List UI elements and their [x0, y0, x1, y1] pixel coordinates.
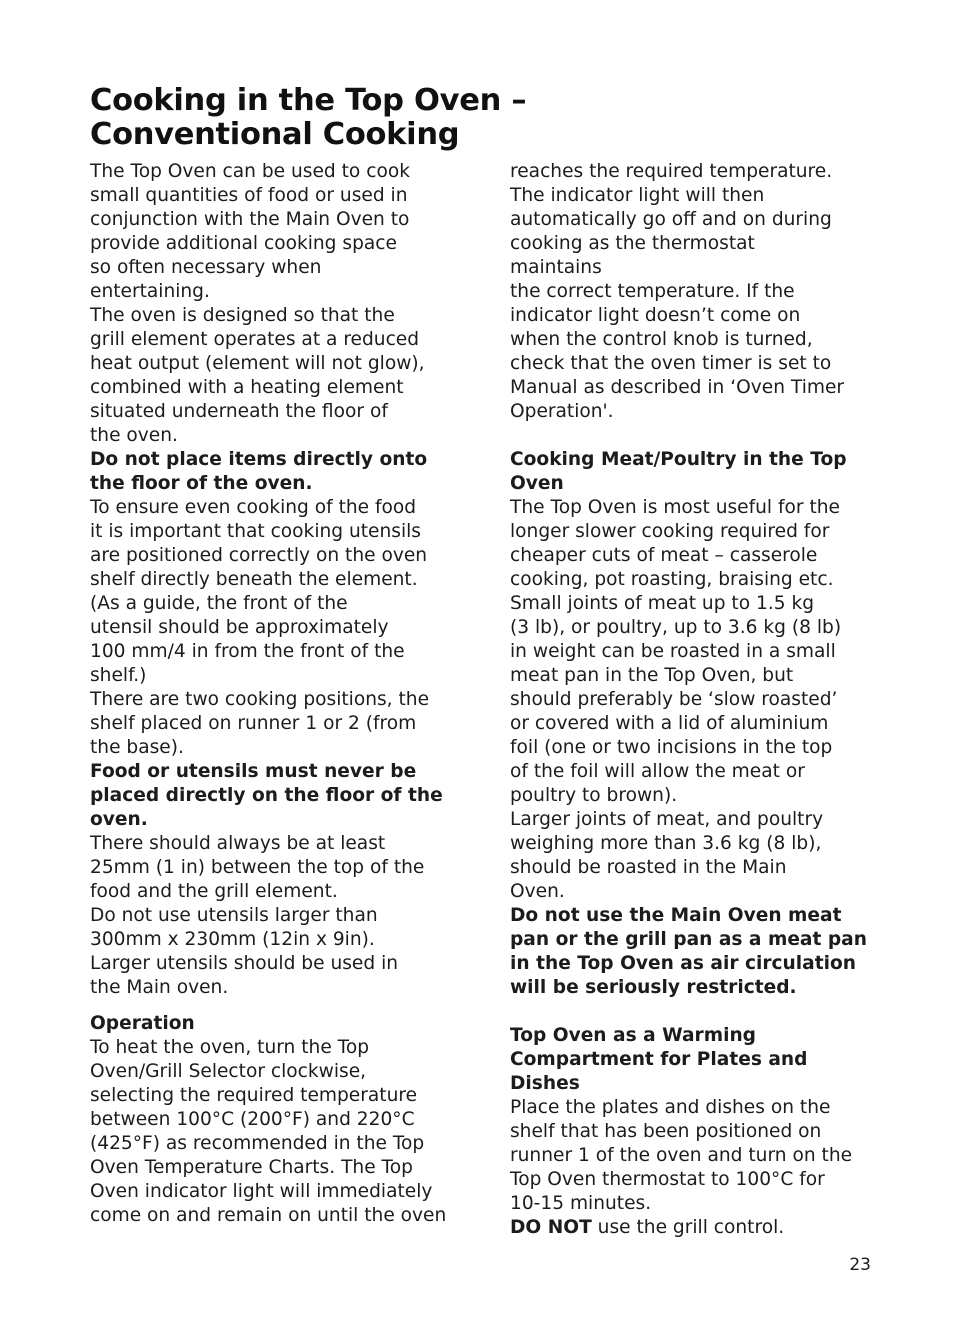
- text-line: The Top Oven is most useful for the: [510, 497, 841, 518]
- text-line: shelf directly beneath the element.: [90, 569, 418, 590]
- text-line: should preferably be ‘slow roasted’: [510, 689, 838, 710]
- text-line: placed directly on the floor of the: [90, 785, 443, 806]
- text-line: runner 1 of the oven and turn on the: [510, 1145, 853, 1166]
- floor-warning: [90, 448, 452, 496]
- text-line: (As a guide, the front of the: [90, 593, 348, 614]
- text-line: Food or utensils must never be: [90, 761, 417, 782]
- text-line: Dishes: [510, 1073, 580, 1094]
- text-line: automatically go off and on during: [510, 209, 832, 230]
- utensil-spacing-paragraph: [90, 832, 452, 1000]
- text-line: combined with a heating element: [90, 377, 404, 398]
- text-line: 100 mm/4 in from the front of the: [90, 641, 405, 662]
- section-gap: [510, 424, 872, 448]
- text-line: in weight can be roasted in a small: [510, 641, 836, 662]
- text-line: Cooking Meat/Poultry in the Top: [510, 449, 847, 470]
- text-line: Oven Temperature Charts. The Top: [90, 1157, 413, 1178]
- text-line: 300mm x 230mm (12in x 9in).: [90, 929, 375, 950]
- text-line: weighing more than 3.6 kg (8 lb),: [510, 833, 822, 854]
- text-line: foil (one or two incisions in the top: [510, 737, 833, 758]
- text-line: Oven: [510, 473, 564, 494]
- grill-note-emphasis: DO NOT: [510, 1217, 592, 1238]
- section-gap: [90, 1000, 452, 1012]
- text-line: provide additional cooking space: [90, 233, 397, 254]
- text-line: cheaper cuts of meat – casserole: [510, 545, 818, 566]
- text-line: The Top Oven can be used to cook: [90, 161, 410, 182]
- text-line: Top Oven as a Warming: [510, 1025, 756, 1046]
- text-line: the floor of the oven.: [90, 473, 313, 494]
- text-line: will be seriously restricted.: [510, 977, 797, 998]
- text-line: when the control knob is turned,: [510, 329, 813, 350]
- text-line: Operation'.: [510, 401, 614, 422]
- text-line: longer slower cooking required for: [510, 521, 830, 542]
- warming-paragraph: [510, 1096, 872, 1216]
- text-line: conjunction with the Main Oven to: [90, 209, 410, 230]
- text-line: are positioned correctly on the oven: [90, 545, 428, 566]
- text-line: Do not place items directly onto: [90, 449, 428, 470]
- text-line: selecting the required temperature: [90, 1085, 418, 1106]
- text-line: food and the grill element.: [90, 881, 338, 902]
- right-column: [510, 160, 872, 1240]
- text-line: Oven/Grill Selector clockwise,: [90, 1061, 367, 1082]
- text-line: it is important that cooking utensils: [90, 521, 421, 542]
- text-line: cooking, pot roasting, braising etc.: [510, 569, 834, 590]
- text-line: small quantities of food or used in: [90, 185, 408, 206]
- text-line: the Main oven.: [90, 977, 229, 998]
- meat-pan-warning: [510, 904, 872, 1000]
- text-line: should be roasted in the Main: [510, 857, 787, 878]
- text-line: heat output (element will not glow),: [90, 353, 425, 374]
- meat-poultry-heading: [510, 448, 872, 496]
- page-title-line-1: Cooking in the Top Oven –: [90, 83, 527, 118]
- text-line: There should always be at least: [90, 833, 386, 854]
- operation-paragraph: [90, 1036, 452, 1228]
- grill-note: [510, 1216, 872, 1240]
- text-line: the oven.: [90, 425, 178, 446]
- text-line: or covered with a lid of aluminium: [510, 713, 829, 734]
- section-gap: [510, 1000, 872, 1024]
- text-line: To ensure even cooking of the food: [90, 497, 417, 518]
- text-line: Manual as described in ‘Oven Timer: [510, 377, 845, 398]
- text-line: oven.: [90, 809, 148, 830]
- text-line: 10-15 minutes.: [510, 1193, 652, 1214]
- text-line: check that the oven timer is set to: [510, 353, 832, 374]
- text-line: Compartment for Plates and: [510, 1049, 808, 1070]
- text-line: situated underneath the floor of: [90, 401, 388, 422]
- text-line: between 100°C (200°F) and 220°C: [90, 1109, 415, 1130]
- text-line: (3 lb), or poultry, up to 3.6 kg (8 lb): [510, 617, 842, 638]
- text-line: Place the plates and dishes on the: [510, 1097, 831, 1118]
- text-line: Larger joints of meat, and poultry: [510, 809, 824, 830]
- text-line: maintains: [510, 257, 602, 278]
- text-line: shelf.): [90, 665, 147, 686]
- text-line: To heat the oven, turn the Top: [90, 1037, 370, 1058]
- operation-heading: Operation: [90, 1013, 195, 1034]
- grill-note-text: use the grill control.: [591, 1217, 785, 1238]
- text-line: The oven is designed so that the: [90, 305, 395, 326]
- page-title: [90, 84, 530, 152]
- text-line: the base).: [90, 737, 184, 758]
- text-line: Oven indicator light will immediately: [90, 1181, 433, 1202]
- text-line: the correct temperature. If the: [510, 281, 795, 302]
- text-line: entertaining.: [90, 281, 210, 302]
- text-line: shelf placed on runner 1 or 2 (from: [90, 713, 417, 734]
- text-line: so often necessary when: [90, 257, 322, 278]
- text-line: grill element operates at a reduced: [90, 329, 420, 350]
- text-line: The indicator light will then: [510, 185, 765, 206]
- text-line: shelf that has been positioned on: [510, 1121, 822, 1142]
- text-line: pan or the grill pan as a meat pan: [510, 929, 867, 950]
- text-line: cooking as the thermostat: [510, 233, 755, 254]
- text-line: Oven.: [510, 881, 565, 902]
- text-line: Top Oven thermostat to 100°C for: [510, 1169, 825, 1190]
- text-line: meat pan in the Top Oven, but: [510, 665, 794, 686]
- intro-paragraph: [90, 160, 452, 448]
- page-number: 23: [849, 1255, 871, 1275]
- utensil-positioning-paragraph: [90, 496, 452, 760]
- warming-heading: [510, 1024, 872, 1096]
- floor-warning-2: [90, 760, 452, 832]
- text-line: indicator light doesn’t come on: [510, 305, 801, 326]
- left-column: [90, 160, 452, 1228]
- text-line: come on and remain on until the oven: [90, 1205, 447, 1226]
- text-line: poultry to brown).: [510, 785, 678, 806]
- text-line: (425°F) as recommended in the Top: [90, 1133, 425, 1154]
- text-line: Small joints of meat up to 1.5 kg: [510, 593, 815, 614]
- text-line: Larger utensils should be used in: [90, 953, 399, 974]
- meat-poultry-paragraph: [510, 496, 872, 904]
- text-line: of the foil will allow the meat or: [510, 761, 805, 782]
- text-line: in the Top Oven as air circulation: [510, 953, 856, 974]
- text-line: 25mm (1 in) between the top of the: [90, 857, 425, 878]
- operation-continued-paragraph: [510, 160, 872, 424]
- text-line: Do not use the Main Oven meat: [510, 905, 842, 926]
- text-line: There are two cooking positions, the: [90, 689, 430, 710]
- text-line: utensil should be approximately: [90, 617, 389, 638]
- text-line: Do not use utensils larger than: [90, 905, 378, 926]
- page-title-line-2: Conventional Cooking: [90, 117, 460, 152]
- text-line: reaches the required temperature.: [510, 161, 833, 182]
